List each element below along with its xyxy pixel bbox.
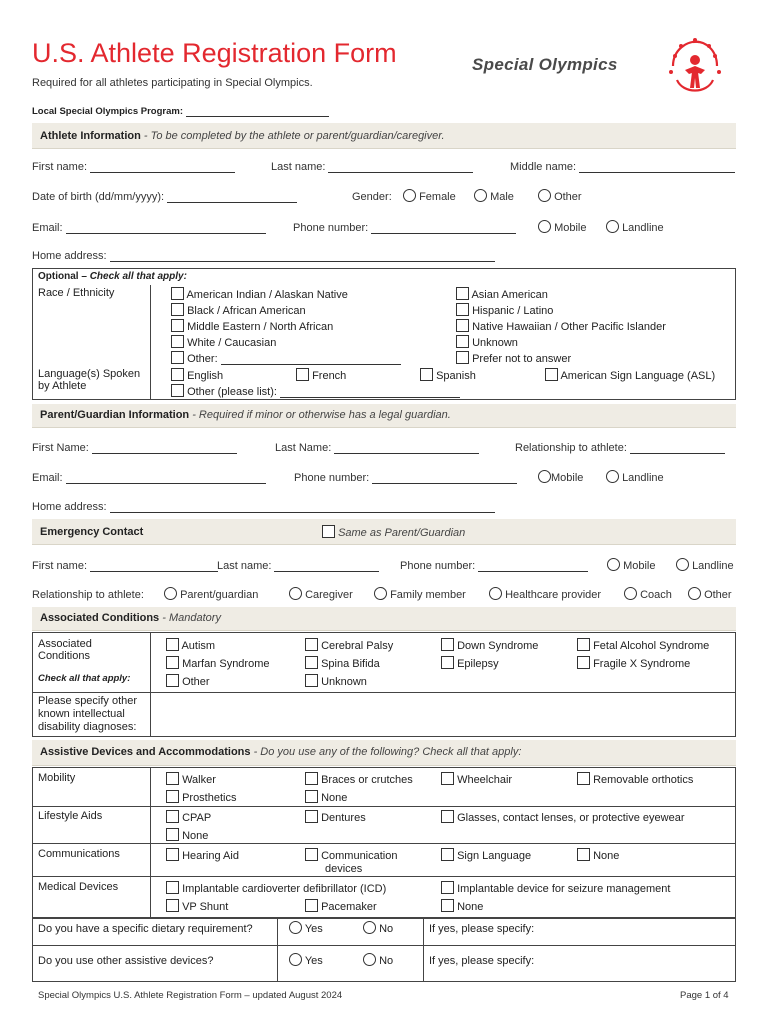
lifestyle-none-checkbox[interactable]: None: [166, 828, 208, 842]
athlete-first-name-field[interactable]: First name:: [32, 161, 235, 173]
lifestyle-glasses-checkbox[interactable]: Glasses, contact lenses, or protective eyewear: [441, 810, 685, 824]
athlete-dob-field[interactable]: Date of birth (dd/mm/yyyy):: [32, 191, 297, 203]
parent-email-field[interactable]: Email:: [32, 472, 266, 484]
cond-spina-bifida-checkbox[interactable]: Spina Bifida: [305, 656, 380, 670]
emergency-first-name-field[interactable]: First name:: [32, 560, 218, 572]
cond-down-syndrome-checkbox[interactable]: Down Syndrome: [441, 638, 538, 652]
rel-parent-radio[interactable]: Parent/guardian: [164, 587, 258, 601]
medical-seizure-device-checkbox[interactable]: Implantable device for seizure management: [441, 881, 670, 895]
comm-none-checkbox[interactable]: None: [577, 848, 619, 862]
assistive-specify-field[interactable]: If yes, please specify:: [429, 955, 535, 967]
communications-label: Communications: [38, 848, 120, 860]
mobility-none-checkbox[interactable]: None: [305, 790, 347, 804]
emergency-relationship-label: Relationship to athlete:: [32, 589, 144, 601]
race-middle-eastern-checkbox[interactable]: Middle Eastern / North African: [171, 319, 333, 333]
cond-marfan-checkbox[interactable]: Marfan Syndrome: [166, 656, 270, 670]
lifestyle-dentures-checkbox[interactable]: Dentures: [305, 810, 366, 824]
race-white-checkbox[interactable]: White / Caucasian: [171, 335, 276, 349]
mobility-prosthetics-checkbox[interactable]: Prosthetics: [166, 790, 236, 804]
same-as-parent-checkbox[interactable]: Same as Parent/Guardian: [322, 525, 465, 539]
cond-other-checkbox[interactable]: Other: [166, 674, 210, 688]
conditions-section-header: Associated Conditions - Mandatory: [32, 607, 736, 631]
lang-spanish-checkbox[interactable]: Spanish: [420, 368, 476, 382]
dietary-specify-field[interactable]: If yes, please specify:: [429, 923, 535, 935]
conditions-check-all: Check all that apply:: [38, 673, 131, 684]
dietary-question: Do you have a specific dietary requirement?: [38, 923, 253, 935]
rel-caregiver-radio[interactable]: Caregiver: [289, 587, 353, 601]
dietary-yes-radio[interactable]: Yes: [289, 921, 323, 935]
race-prefer-not-checkbox[interactable]: Prefer not to answer: [456, 351, 571, 365]
cond-fragile-x-checkbox[interactable]: Fragile X Syndrome: [577, 656, 690, 670]
athlete-phone-mobile-radio[interactable]: Mobile: [538, 220, 586, 234]
emergency-phone-field[interactable]: Phone number:: [400, 560, 588, 572]
mobility-orthotics-checkbox[interactable]: Removable orthotics: [577, 772, 693, 786]
race-unknown-checkbox[interactable]: Unknown: [456, 335, 518, 349]
specify-other-label: Please specify other known intellectual disability diagnoses:: [38, 695, 138, 733]
parent-section-header: Parent/Guardian Information - Required if minor or otherwise has a legal guardian.: [32, 404, 736, 428]
medical-icd-checkbox[interactable]: Implantable cardioverter defibrillator (ICD): [166, 881, 386, 895]
medical-none-checkbox[interactable]: None: [441, 899, 483, 913]
athlete-home-address-field[interactable]: Home address:: [32, 250, 495, 262]
medical-vp-shunt-checkbox[interactable]: VP Shunt: [166, 899, 228, 913]
medical-pacemaker-checkbox[interactable]: Pacemaker: [305, 899, 377, 913]
cond-autism-checkbox[interactable]: Autism: [166, 638, 215, 652]
comm-devices-checkbox[interactable]: Communication devices: [305, 848, 397, 876]
mobility-label: Mobility: [38, 772, 76, 784]
rel-other-radio[interactable]: Other: [688, 587, 732, 601]
athlete-last-name-field[interactable]: Last name:: [271, 161, 473, 173]
logo-text: Special Olympics: [472, 55, 618, 74]
footer-text: Special Olympics U.S. Athlete Registration Form – updated August 2024: [38, 990, 343, 1001]
race-asian-checkbox[interactable]: Asian American: [456, 287, 548, 301]
race-black-checkbox[interactable]: Black / African American: [171, 303, 306, 317]
emergency-phone-landline-radio[interactable]: Landline: [676, 558, 734, 572]
emergency-last-name-field[interactable]: Last name:: [217, 560, 379, 572]
lang-english-checkbox[interactable]: English: [171, 368, 223, 382]
optional-heading: Optional – Check all that apply:: [38, 271, 187, 282]
program-field[interactable]: Local Special Olympics Program:: [32, 106, 329, 117]
parent-first-name-field[interactable]: First Name:: [32, 442, 237, 454]
conditions-label: Associated Conditions: [38, 638, 92, 662]
mobility-braces-checkbox[interactable]: Braces or crutches: [305, 772, 413, 786]
lang-asl-checkbox[interactable]: American Sign Language (ASL): [545, 368, 715, 382]
race-pacific-islander-checkbox[interactable]: Native Hawaiian / Other Pacific Islander: [456, 319, 666, 333]
athlete-email-field[interactable]: Email:: [32, 222, 266, 234]
comm-sign-language-checkbox[interactable]: Sign Language: [441, 848, 531, 862]
race-label: Race / Ethnicity: [38, 287, 115, 299]
lifestyle-cpap-checkbox[interactable]: CPAP: [166, 810, 211, 824]
lang-french-checkbox[interactable]: French: [296, 368, 346, 382]
language-label: Language(s) Spoken by Athlete: [38, 368, 141, 392]
parent-phone-landline-radio[interactable]: Landline: [606, 470, 664, 484]
comm-hearing-aid-checkbox[interactable]: Hearing Aid: [166, 848, 239, 862]
rel-family-radio[interactable]: Family member: [374, 587, 466, 601]
lang-other-checkbox[interactable]: Other (please list):: [171, 384, 460, 398]
mobility-walker-checkbox[interactable]: Walker: [166, 772, 216, 786]
mobility-wheelchair-checkbox[interactable]: Wheelchair: [441, 772, 512, 786]
parent-home-address-field[interactable]: Home address:: [32, 501, 495, 513]
rel-coach-radio[interactable]: Coach: [624, 587, 672, 601]
page-subtitle: Required for all athletes participating in Special Olympics.: [32, 77, 313, 89]
special-olympics-logo-icon: [665, 36, 725, 100]
medical-label: Medical Devices: [38, 881, 119, 893]
cond-epilepsy-checkbox[interactable]: Epilepsy: [441, 656, 499, 670]
athlete-phone-landline-radio[interactable]: Landline: [606, 220, 664, 234]
assistive-no-radio[interactable]: No: [363, 953, 393, 967]
parent-phone-field[interactable]: Phone number:: [294, 472, 517, 484]
specify-other-input[interactable]: [151, 693, 735, 736]
rel-healthcare-radio[interactable]: Healthcare provider: [489, 587, 601, 601]
cond-unknown-checkbox[interactable]: Unknown: [305, 674, 367, 688]
athlete-section-header: Athlete Information - To be completed by the athlete or parent/guardian/caregiver.: [32, 123, 736, 149]
race-hispanic-checkbox[interactable]: Hispanic / Latino: [456, 303, 553, 317]
gender-other-radio[interactable]: Other: [538, 189, 582, 203]
emergency-section-header: Emergency Contact: [32, 519, 736, 545]
athlete-gender-label: Gender:: [352, 191, 392, 203]
emergency-phone-mobile-radio[interactable]: Mobile: [607, 558, 655, 572]
parent-relationship-field[interactable]: Relationship to athlete:: [515, 442, 725, 454]
assistive-question: Do you use other assistive devices?: [38, 955, 214, 967]
race-other-checkbox[interactable]: Other:: [171, 351, 401, 365]
devices-section-header: Assistive Devices and Accommodations - Do you use any of the following? Check all that apply:: [32, 740, 736, 766]
cond-cerebral-palsy-checkbox[interactable]: Cerebral Palsy: [305, 638, 393, 652]
lifestyle-label: Lifestyle Aids: [38, 810, 103, 822]
assistive-yes-radio[interactable]: Yes: [289, 953, 323, 967]
parent-last-name-field[interactable]: Last Name:: [275, 442, 479, 454]
race-american-indian-checkbox[interactable]: American Indian / Alaskan Native: [171, 287, 348, 301]
page-title: U.S. Athlete Registration Form: [32, 38, 397, 68]
parent-phone-mobile-radio[interactable]: Mobile: [538, 470, 583, 484]
page-number: Page 1 of 4: [680, 990, 729, 1001]
cond-fetal-alcohol-checkbox[interactable]: Fetal Alcohol Syndrome: [577, 638, 709, 652]
athlete-middle-name-field[interactable]: Middle name:: [510, 161, 735, 173]
athlete-phone-field[interactable]: Phone number:: [293, 222, 516, 234]
gender-female-radio[interactable]: Female: [403, 189, 456, 203]
dietary-no-radio[interactable]: No: [363, 921, 393, 935]
gender-male-radio[interactable]: Male: [474, 189, 514, 203]
